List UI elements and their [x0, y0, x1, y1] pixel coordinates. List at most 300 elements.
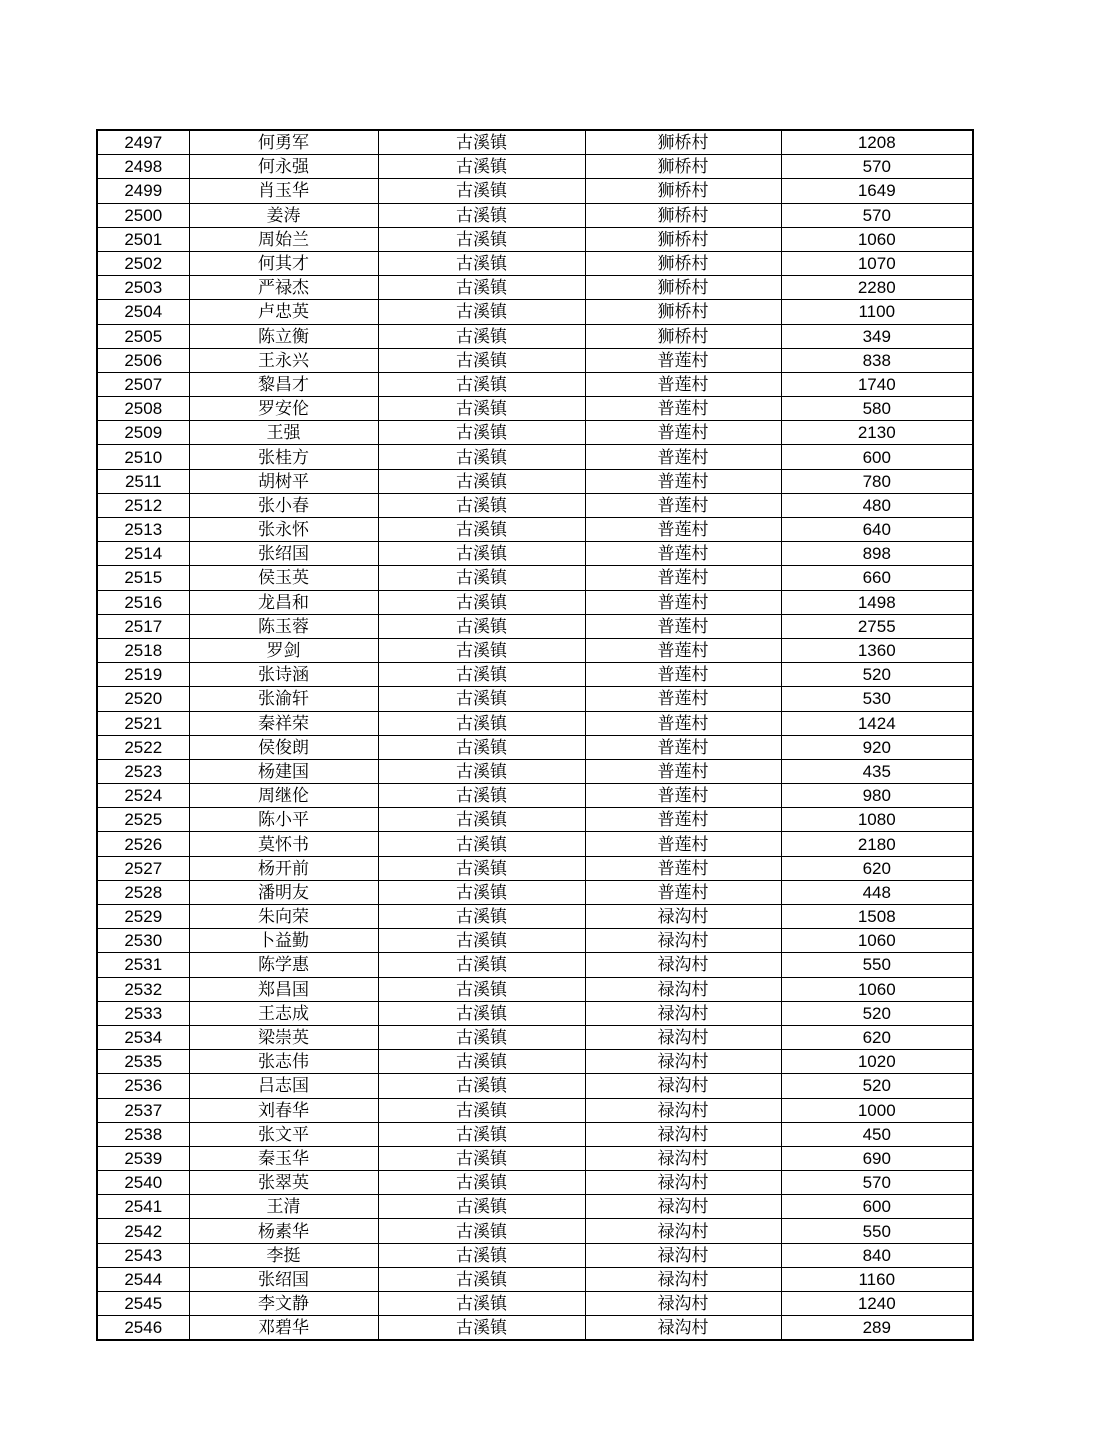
- cell-number: 2546: [97, 1316, 189, 1341]
- cell-town: 古溪镇: [378, 663, 585, 687]
- table-row: [97, 372, 973, 396]
- cell-town: 古溪镇: [378, 808, 585, 832]
- cell-name: 潘明友: [189, 880, 378, 904]
- cell-name: 肖玉华: [189, 179, 378, 203]
- cell-amount: 570: [781, 155, 973, 179]
- table-row: [97, 1025, 973, 1049]
- cell-town: 古溪镇: [378, 1025, 585, 1049]
- cell-name: 侯玉英: [189, 566, 378, 590]
- cell-town: 古溪镇: [378, 1171, 585, 1195]
- cell-village: 狮桥村: [585, 276, 781, 300]
- cell-village: 禄沟村: [585, 1171, 781, 1195]
- cell-number: 2511: [97, 469, 189, 493]
- cell-name: 朱向荣: [189, 905, 378, 929]
- cell-name: 张桂方: [189, 445, 378, 469]
- cell-village: 禄沟村: [585, 1098, 781, 1122]
- cell-amount: 1080: [781, 808, 973, 832]
- cell-number: 2502: [97, 251, 189, 275]
- cell-amount: 289: [781, 1316, 973, 1341]
- cell-number: 2539: [97, 1146, 189, 1170]
- cell-number: 2515: [97, 566, 189, 590]
- cell-town: 古溪镇: [378, 735, 585, 759]
- cell-amount: 600: [781, 445, 973, 469]
- table-row: [97, 687, 973, 711]
- table-row: [97, 1001, 973, 1025]
- table-row: [97, 832, 973, 856]
- cell-name: 张诗涵: [189, 663, 378, 687]
- cell-amount: 620: [781, 1025, 973, 1049]
- cell-name: 李挺: [189, 1243, 378, 1267]
- cell-amount: 520: [781, 1001, 973, 1025]
- cell-amount: 898: [781, 542, 973, 566]
- cell-village: 普莲村: [585, 421, 781, 445]
- cell-number: 2509: [97, 421, 189, 445]
- cell-amount: 520: [781, 1074, 973, 1098]
- cell-town: 古溪镇: [378, 1195, 585, 1219]
- cell-number: 2535: [97, 1050, 189, 1074]
- cell-amount: 690: [781, 1146, 973, 1170]
- cell-amount: 570: [781, 1171, 973, 1195]
- cell-name: 姜涛: [189, 203, 378, 227]
- cell-amount: 620: [781, 856, 973, 880]
- cell-amount: 1649: [781, 179, 973, 203]
- cell-name: 秦祥荣: [189, 711, 378, 735]
- cell-village: 普莲村: [585, 687, 781, 711]
- table-row: [97, 663, 973, 687]
- cell-number: 2498: [97, 155, 189, 179]
- cell-town: 古溪镇: [378, 590, 585, 614]
- cell-amount: 1070: [781, 251, 973, 275]
- cell-village: 禄沟村: [585, 1267, 781, 1291]
- cell-town: 古溪镇: [378, 348, 585, 372]
- cell-amount: 1208: [781, 130, 973, 155]
- table-row: [97, 348, 973, 372]
- cell-amount: 450: [781, 1122, 973, 1146]
- cell-amount: 1100: [781, 300, 973, 324]
- cell-village: 普莲村: [585, 493, 781, 517]
- cell-name: 陈学惠: [189, 953, 378, 977]
- cell-town: 古溪镇: [378, 397, 585, 421]
- cell-amount: 640: [781, 518, 973, 542]
- table-row: [97, 880, 973, 904]
- cell-name: 杨建国: [189, 759, 378, 783]
- table-row: [97, 1122, 973, 1146]
- cell-name: 王永兴: [189, 348, 378, 372]
- cell-number: 2537: [97, 1098, 189, 1122]
- cell-amount: 580: [781, 397, 973, 421]
- cell-town: 古溪镇: [378, 929, 585, 953]
- cell-amount: 600: [781, 1195, 973, 1219]
- table-row: [97, 1243, 973, 1267]
- table-row: [97, 227, 973, 251]
- cell-town: 古溪镇: [378, 905, 585, 929]
- cell-name: 秦玉华: [189, 1146, 378, 1170]
- cell-number: 2545: [97, 1292, 189, 1316]
- table-body: [97, 130, 973, 1340]
- cell-number: 2533: [97, 1001, 189, 1025]
- cell-number: 2534: [97, 1025, 189, 1049]
- cell-village: 禄沟村: [585, 1219, 781, 1243]
- cell-name: 周继伦: [189, 784, 378, 808]
- cell-name: 周始兰: [189, 227, 378, 251]
- cell-village: 普莲村: [585, 518, 781, 542]
- cell-number: 2536: [97, 1074, 189, 1098]
- cell-amount: 520: [781, 663, 973, 687]
- cell-town: 古溪镇: [378, 566, 585, 590]
- cell-town: 古溪镇: [378, 130, 585, 155]
- cell-village: 禄沟村: [585, 1050, 781, 1074]
- table-row: [97, 735, 973, 759]
- cell-name: 刘春华: [189, 1098, 378, 1122]
- cell-number: 2513: [97, 518, 189, 542]
- cell-town: 古溪镇: [378, 300, 585, 324]
- cell-town: 古溪镇: [378, 784, 585, 808]
- cell-village: 普莲村: [585, 808, 781, 832]
- cell-name: 张文平: [189, 1122, 378, 1146]
- cell-village: 普莲村: [585, 469, 781, 493]
- cell-village: 普莲村: [585, 759, 781, 783]
- cell-village: 狮桥村: [585, 155, 781, 179]
- cell-town: 古溪镇: [378, 324, 585, 348]
- cell-name: 黎昌才: [189, 372, 378, 396]
- cell-amount: 1424: [781, 711, 973, 735]
- cell-number: 2540: [97, 1171, 189, 1195]
- table-row: [97, 566, 973, 590]
- table-row: [97, 130, 973, 155]
- cell-village: 普莲村: [585, 832, 781, 856]
- cell-number: 2503: [97, 276, 189, 300]
- table-row: [97, 397, 973, 421]
- cell-village: 狮桥村: [585, 179, 781, 203]
- cell-name: 陈立衡: [189, 324, 378, 348]
- cell-number: 2518: [97, 638, 189, 662]
- cell-number: 2506: [97, 348, 189, 372]
- cell-amount: 980: [781, 784, 973, 808]
- cell-name: 郑昌国: [189, 977, 378, 1001]
- cell-village: 普莲村: [585, 880, 781, 904]
- cell-town: 古溪镇: [378, 155, 585, 179]
- cell-name: 邓碧华: [189, 1316, 378, 1341]
- table-row: [97, 251, 973, 275]
- cell-town: 古溪镇: [378, 1267, 585, 1291]
- cell-name: 罗剑: [189, 638, 378, 662]
- cell-village: 禄沟村: [585, 929, 781, 953]
- cell-town: 古溪镇: [378, 203, 585, 227]
- cell-town: 古溪镇: [378, 227, 585, 251]
- table-row: [97, 638, 973, 662]
- table-row: [97, 953, 973, 977]
- table-row: [97, 808, 973, 832]
- cell-number: 2538: [97, 1122, 189, 1146]
- cell-village: 禄沟村: [585, 1243, 781, 1267]
- cell-village: 禄沟村: [585, 1122, 781, 1146]
- cell-village: 普莲村: [585, 735, 781, 759]
- cell-name: 吕志国: [189, 1074, 378, 1098]
- cell-village: 普莲村: [585, 372, 781, 396]
- cell-number: 2517: [97, 614, 189, 638]
- cell-number: 2497: [97, 130, 189, 155]
- cell-village: 禄沟村: [585, 1195, 781, 1219]
- table-row: [97, 1098, 973, 1122]
- cell-village: 普莲村: [585, 784, 781, 808]
- cell-amount: 2755: [781, 614, 973, 638]
- cell-name: 何勇军: [189, 130, 378, 155]
- cell-town: 古溪镇: [378, 1243, 585, 1267]
- cell-town: 古溪镇: [378, 1050, 585, 1074]
- cell-amount: 660: [781, 566, 973, 590]
- cell-village: 普莲村: [585, 445, 781, 469]
- cell-amount: 2280: [781, 276, 973, 300]
- table-row: [97, 542, 973, 566]
- cell-name: 梁崇英: [189, 1025, 378, 1049]
- cell-name: 陈玉蓉: [189, 614, 378, 638]
- cell-village: 禄沟村: [585, 1316, 781, 1341]
- cell-village: 狮桥村: [585, 130, 781, 155]
- cell-number: 2501: [97, 227, 189, 251]
- cell-village: 普莲村: [585, 856, 781, 880]
- cell-amount: 1060: [781, 977, 973, 1001]
- cell-town: 古溪镇: [378, 759, 585, 783]
- cell-name: 莫怀书: [189, 832, 378, 856]
- cell-amount: 349: [781, 324, 973, 348]
- cell-number: 2519: [97, 663, 189, 687]
- cell-number: 2521: [97, 711, 189, 735]
- cell-town: 古溪镇: [378, 1122, 585, 1146]
- cell-number: 2532: [97, 977, 189, 1001]
- cell-number: 2527: [97, 856, 189, 880]
- cell-village: 普莲村: [585, 348, 781, 372]
- cell-name: 严禄杰: [189, 276, 378, 300]
- cell-town: 古溪镇: [378, 372, 585, 396]
- cell-amount: 1060: [781, 227, 973, 251]
- cell-number: 2543: [97, 1243, 189, 1267]
- cell-amount: 1060: [781, 929, 973, 953]
- cell-town: 古溪镇: [378, 1098, 585, 1122]
- cell-town: 古溪镇: [378, 276, 585, 300]
- cell-name: 胡树平: [189, 469, 378, 493]
- table-row: [97, 1195, 973, 1219]
- cell-name: 卢忠英: [189, 300, 378, 324]
- cell-number: 2522: [97, 735, 189, 759]
- table-row: [97, 1267, 973, 1291]
- table-row: [97, 711, 973, 735]
- cell-amount: 1020: [781, 1050, 973, 1074]
- cell-amount: 1240: [781, 1292, 973, 1316]
- cell-town: 古溪镇: [378, 880, 585, 904]
- cell-amount: 435: [781, 759, 973, 783]
- cell-name: 张渝轩: [189, 687, 378, 711]
- cell-village: 禄沟村: [585, 1025, 781, 1049]
- cell-village: 禄沟村: [585, 1146, 781, 1170]
- cell-name: 张小春: [189, 493, 378, 517]
- cell-amount: 1360: [781, 638, 973, 662]
- table-row: [97, 856, 973, 880]
- table-row: [97, 1219, 973, 1243]
- table-row: [97, 1074, 973, 1098]
- cell-town: 古溪镇: [378, 1219, 585, 1243]
- cell-number: 2512: [97, 493, 189, 517]
- cell-amount: 480: [781, 493, 973, 517]
- table-row: [97, 445, 973, 469]
- table-row: [97, 1146, 973, 1170]
- table-row: [97, 203, 973, 227]
- cell-village: 禄沟村: [585, 905, 781, 929]
- cell-village: 狮桥村: [585, 300, 781, 324]
- cell-town: 古溪镇: [378, 493, 585, 517]
- cell-town: 古溪镇: [378, 1074, 585, 1098]
- cell-amount: 840: [781, 1243, 973, 1267]
- cell-number: 2523: [97, 759, 189, 783]
- cell-name: 张绍国: [189, 1267, 378, 1291]
- cell-village: 普莲村: [585, 663, 781, 687]
- cell-amount: 1508: [781, 905, 973, 929]
- cell-name: 杨素华: [189, 1219, 378, 1243]
- cell-town: 古溪镇: [378, 421, 585, 445]
- cell-town: 古溪镇: [378, 832, 585, 856]
- cell-name: 侯俊朗: [189, 735, 378, 759]
- table-row: [97, 784, 973, 808]
- cell-name: 杨开前: [189, 856, 378, 880]
- cell-number: 2507: [97, 372, 189, 396]
- cell-town: 古溪镇: [378, 1001, 585, 1025]
- cell-town: 古溪镇: [378, 518, 585, 542]
- cell-name: 王强: [189, 421, 378, 445]
- cell-name: 陈小平: [189, 808, 378, 832]
- table-row: [97, 324, 973, 348]
- cell-number: 2499: [97, 179, 189, 203]
- cell-amount: 448: [781, 880, 973, 904]
- cell-number: 2524: [97, 784, 189, 808]
- cell-amount: 550: [781, 1219, 973, 1243]
- cell-name: 何其才: [189, 251, 378, 275]
- cell-number: 2505: [97, 324, 189, 348]
- cell-number: 2508: [97, 397, 189, 421]
- cell-amount: 1160: [781, 1267, 973, 1291]
- cell-village: 狮桥村: [585, 251, 781, 275]
- data-table: [96, 129, 974, 1341]
- cell-number: 2500: [97, 203, 189, 227]
- table-row: [97, 155, 973, 179]
- table-row: [97, 977, 973, 1001]
- cell-amount: 780: [781, 469, 973, 493]
- table-row: [97, 179, 973, 203]
- cell-name: 龙昌和: [189, 590, 378, 614]
- cell-number: 2526: [97, 832, 189, 856]
- cell-name: 罗安伦: [189, 397, 378, 421]
- cell-number: 2525: [97, 808, 189, 832]
- cell-number: 2542: [97, 1219, 189, 1243]
- cell-town: 古溪镇: [378, 445, 585, 469]
- cell-village: 普莲村: [585, 638, 781, 662]
- cell-number: 2531: [97, 953, 189, 977]
- cell-amount: 1000: [781, 1098, 973, 1122]
- table-row: [97, 421, 973, 445]
- table-row: [97, 1050, 973, 1074]
- cell-amount: 1498: [781, 590, 973, 614]
- cell-number: 2510: [97, 445, 189, 469]
- table-row: [97, 759, 973, 783]
- cell-town: 古溪镇: [378, 638, 585, 662]
- cell-town: 古溪镇: [378, 1146, 585, 1170]
- cell-town: 古溪镇: [378, 977, 585, 1001]
- cell-name: 张翠英: [189, 1171, 378, 1195]
- cell-village: 普莲村: [585, 711, 781, 735]
- cell-town: 古溪镇: [378, 856, 585, 880]
- cell-town: 古溪镇: [378, 469, 585, 493]
- cell-village: 禄沟村: [585, 977, 781, 1001]
- table-row: [97, 929, 973, 953]
- cell-amount: 838: [781, 348, 973, 372]
- cell-town: 古溪镇: [378, 687, 585, 711]
- cell-number: 2520: [97, 687, 189, 711]
- cell-name: 张永怀: [189, 518, 378, 542]
- table-row: [97, 469, 973, 493]
- cell-amount: 2180: [781, 832, 973, 856]
- cell-number: 2541: [97, 1195, 189, 1219]
- cell-name: 王志成: [189, 1001, 378, 1025]
- table-row: [97, 276, 973, 300]
- cell-amount: 1740: [781, 372, 973, 396]
- cell-town: 古溪镇: [378, 1292, 585, 1316]
- cell-number: 2544: [97, 1267, 189, 1291]
- cell-town: 古溪镇: [378, 614, 585, 638]
- cell-village: 禄沟村: [585, 1001, 781, 1025]
- cell-village: 狮桥村: [585, 203, 781, 227]
- cell-village: 普莲村: [585, 542, 781, 566]
- cell-town: 古溪镇: [378, 179, 585, 203]
- table-row: [97, 1171, 973, 1195]
- cell-village: 禄沟村: [585, 1074, 781, 1098]
- cell-village: 狮桥村: [585, 227, 781, 251]
- cell-name: 王清: [189, 1195, 378, 1219]
- cell-number: 2528: [97, 880, 189, 904]
- cell-town: 古溪镇: [378, 953, 585, 977]
- cell-town: 古溪镇: [378, 711, 585, 735]
- table-row: [97, 300, 973, 324]
- cell-name: 何永强: [189, 155, 378, 179]
- table-row: [97, 614, 973, 638]
- cell-village: 普莲村: [585, 590, 781, 614]
- cell-town: 古溪镇: [378, 542, 585, 566]
- table-row: [97, 1292, 973, 1316]
- cell-village: 普莲村: [585, 614, 781, 638]
- table-row: [97, 518, 973, 542]
- cell-amount: 2130: [781, 421, 973, 445]
- cell-village: 狮桥村: [585, 324, 781, 348]
- cell-name: 张志伟: [189, 1050, 378, 1074]
- cell-village: 禄沟村: [585, 953, 781, 977]
- cell-name: 李文静: [189, 1292, 378, 1316]
- cell-village: 禄沟村: [585, 1292, 781, 1316]
- cell-number: 2529: [97, 905, 189, 929]
- cell-name: 卜益勤: [189, 929, 378, 953]
- cell-village: 普莲村: [585, 566, 781, 590]
- table-row: [97, 1316, 973, 1341]
- cell-amount: 570: [781, 203, 973, 227]
- cell-town: 古溪镇: [378, 1316, 585, 1341]
- cell-amount: 550: [781, 953, 973, 977]
- cell-village: 普莲村: [585, 397, 781, 421]
- cell-amount: 530: [781, 687, 973, 711]
- cell-number: 2530: [97, 929, 189, 953]
- table-row: [97, 905, 973, 929]
- cell-number: 2504: [97, 300, 189, 324]
- cell-amount: 920: [781, 735, 973, 759]
- table-row: [97, 493, 973, 517]
- cell-number: 2514: [97, 542, 189, 566]
- cell-town: 古溪镇: [378, 251, 585, 275]
- cell-name: 张绍国: [189, 542, 378, 566]
